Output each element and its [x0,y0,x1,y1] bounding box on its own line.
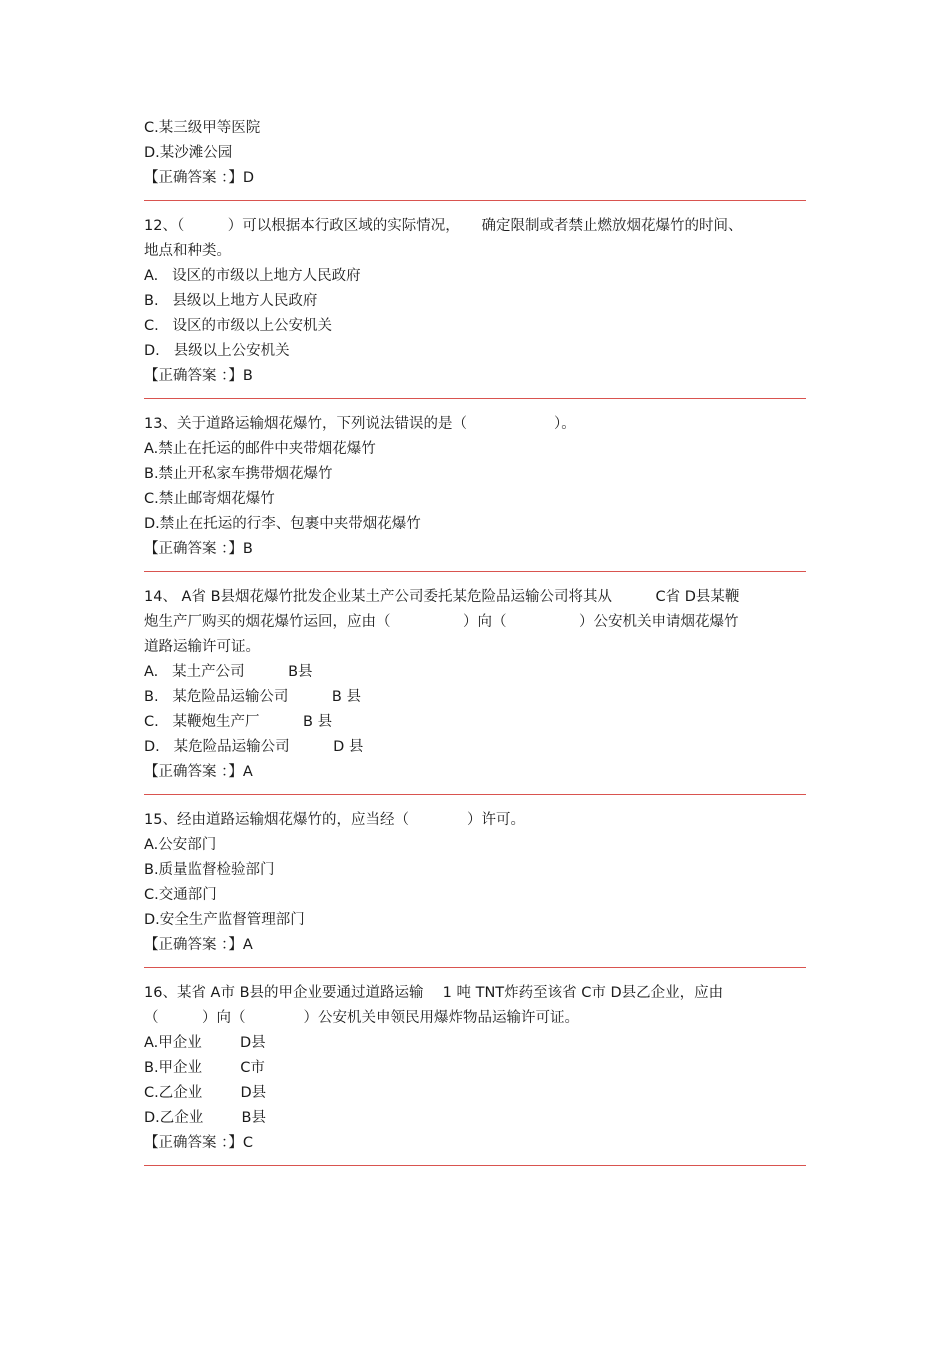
answer-line: 【正确答案 ：】A [144,937,253,953]
separator-line [144,794,806,795]
question-stem: 14、 A省 B县烟花爆竹批发企业某土产公司委托某危险品运输公司将其从 C省 D县某鞭 [144,589,740,605]
separator-line [144,1165,806,1166]
option-b: B. 县级以上地方人民政府 [144,293,318,309]
answer-line: 【正确答案 ：】B [144,368,253,384]
question-stem-cont: 地点和种类。 [144,243,231,259]
separator-line [144,967,806,968]
question-12 [144,214,806,389]
option-d: D.禁止在托运的行李、包裹中夹带烟花爆竹 [144,516,421,532]
option-d: D.乙企业 B县 [144,1110,266,1126]
option-a: A. 某土产公司 B县 [144,664,313,680]
question-stem-cont: 道路运输许可证。 [144,639,260,655]
option-b: B.质量监督检验部门 [144,862,275,878]
question-15 [144,808,806,958]
question-stem-cont: 炮生产厂购买的烟花爆竹运回，应由（ ）向（ ）公安机关申请烟花爆竹 [144,614,739,630]
question-stem: 12、（ ）可以根据本行政区域的实际情况， 确定限制或者禁止燃放烟花爆竹的时间、 [144,218,743,234]
option-c: C. 某鞭炮生产厂 B 县 [144,714,333,730]
question-stem: 15、经由道路运输烟花爆竹的，应当经（ ）许可。 [144,812,525,828]
option-c: C.某三级甲等医院 [144,120,261,136]
option-c: C.禁止邮寄烟花爆竹 [144,491,275,507]
option-c: C.交通部门 [144,887,217,903]
option-a: A. 设区的市级以上地方人民政府 [144,268,361,284]
option-d: D.安全生产监督管理部门 [144,912,305,928]
question-stem-cont: （ ）向（ ）公安机关申领民用爆炸物品运输许可证。 [144,1010,579,1026]
question-16 [144,981,806,1156]
separator-line [144,398,806,399]
option-d: D. 县级以上公安机关 [144,343,290,359]
document-page [144,116,806,1179]
option-c: C. 设区的市级以上公安机关 [144,318,333,334]
question-stem: 13、关于道路运输烟花爆竹，下列说法错误的是（ ）。 [144,416,576,432]
answer-line: 【正确答案 ：】B [144,541,253,557]
option-b: B.禁止开私家车携带烟花爆竹 [144,466,333,482]
separator-line [144,200,806,201]
answer-line: 【正确答案 ：】D [144,170,255,186]
question-14 [144,585,806,785]
question-fragment-11 [144,116,806,191]
question-stem: 16、某省 A市 B县的甲企业要通过道路运输 1 吨 TNT炸药至该省 C市 D县乙企业，应由 [144,985,724,1001]
option-c: C.乙企业 D县 [144,1085,267,1101]
option-b: B.甲企业 C市 [144,1060,265,1076]
option-a: A.公安部门 [144,837,217,853]
answer-line: 【正确答案 ：】A [144,764,253,780]
option-b: B. 某危险品运输公司 B 县 [144,689,361,705]
answer-line: 【正确答案 ：】C [144,1135,253,1151]
option-d: D. 某危险品运输公司 D 县 [144,739,364,755]
option-a: A.禁止在托运的邮件中夹带烟花爆竹 [144,441,376,457]
option-a: A.甲企业 D县 [144,1035,266,1051]
separator-line [144,571,806,572]
question-13 [144,412,806,562]
option-d: D.某沙滩公园 [144,145,233,161]
